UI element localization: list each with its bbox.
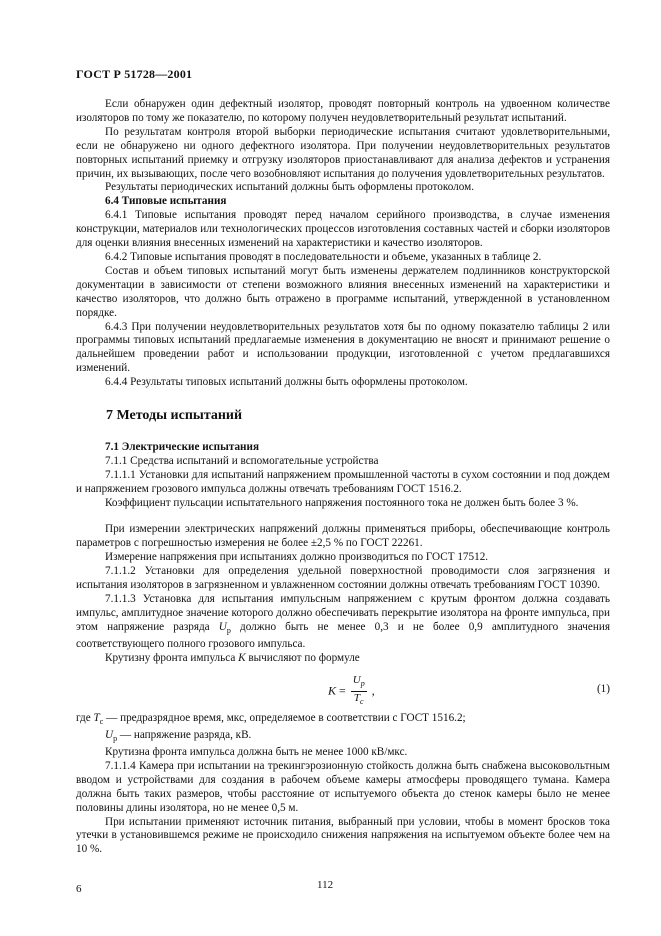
symbol-k: K xyxy=(328,683,337,698)
paragraph-6-4-3: 6.4.3 При получении неудовлетворительных результатов хотя бы по одному показателю таблицы 2 или программы типовых испытаний предлагаемые изменения в документацию не вносят и принимают решение о дальнейшем проведении работ и использовании продукции, изготовленной с учетом предлагавшихся изменений. xyxy=(76,320,610,375)
subscript: р xyxy=(113,734,118,744)
text-run: Крутизну фронта импульса xyxy=(105,651,236,664)
fraction-numerator xyxy=(351,674,367,692)
text-run: где xyxy=(76,711,91,724)
paragraph: По результатам контроля второй выборки периодические испытания считают удовлетворительными, если не обнаружено ни одного дефектного изолятора. При получении неудовлетворительных результатов повторных испытаний приемку и отгрузку изоляторов приостанавливают для анализа дефектов и устранения причин, их вызывающих, после чего возобновляют испытания до получения удовлетворительных результатов. xyxy=(76,125,610,180)
symbol-k: K xyxy=(238,651,246,664)
symbol-u: U xyxy=(105,728,114,741)
paragraph: Если обнаружен один дефектный изолятор, проводят повторный контроль на удвоенном количестве изоляторов по тому же показателю, по которому получен неудовлетворительный результат испытаний. xyxy=(76,98,610,124)
paragraph-7-1-1-1: 7.1.1.1 Установки для испытаний напряжением промышленной частоты в сухом состоянии и под дождем и напряжением грозового импульса должны отвечать требованиям ГОСТ 1516.2. xyxy=(76,468,610,495)
text-run: 7.1.1.3 Установка для испытания импульсным напряжением с крутым фронтом должна создавать импульс, амплитудное значение которого должно обеспечивать перекрытие изолятора на фронте импульса, при этом напряжение разряда xyxy=(76,593,610,633)
equals-sign: = xyxy=(339,683,346,698)
paragraph: Коэффициент пульсации испытательного напряжения постоянного тока не должен быть более 3 %. xyxy=(105,496,579,509)
formula-legend xyxy=(76,712,610,746)
paragraph-6-4-4: 6.4.4 Результаты типовых испытаний должны быть оформлены протоколом. xyxy=(105,376,468,389)
formula-1 xyxy=(76,668,610,712)
section-heading-7: 7 Методы испытаний xyxy=(106,408,243,424)
paragraph: При измерении электрических напряжений должны применяться приборы, обеспечивающие контроль параметров с погрешностью измерения не более ±2,5 % по ГОСТ 22261. xyxy=(76,523,610,550)
paragraph: Измерение напряжения при испытаниях должно производиться по ГОСТ 17512. xyxy=(105,551,489,564)
formula-expression xyxy=(328,674,375,709)
formula-number: (1) xyxy=(596,682,610,695)
page-number: 6 xyxy=(76,883,82,895)
standard-header: ГОСТ Р 51728—2001 xyxy=(76,67,193,81)
subscript: р xyxy=(226,626,231,636)
paragraph: Результаты периодических испытаний должны быть оформлены протоколом. xyxy=(105,181,475,194)
symbol-u: U xyxy=(352,673,361,686)
comma: , xyxy=(371,683,375,698)
paragraph-7-1-1-4: 7.1.1.4 Камера при испытании на трекингэрозионную стойкость должна быть снабжена высоковольтным вводом и устройствами для создания в рабочем объеме камеры атмосферы проводящего тумана. Камера должна быть таких размеров, чтобы расстояние от испытуемого объекта до стенок камеры было не менее половины длины изолятора, но не менее 0,5 м. xyxy=(76,759,610,814)
paragraph-7-1-1-3 xyxy=(76,593,610,652)
fraction xyxy=(351,674,367,709)
text-run: должно быть не менее 0,3 и не более 0,9 амплитудного значения соответствующего полного грозового импульса. xyxy=(76,620,610,650)
subscript: р xyxy=(360,678,365,688)
text-run: — напряжение разряда, кВ. xyxy=(119,728,252,741)
fraction-denominator xyxy=(351,692,367,709)
paragraph xyxy=(76,652,610,666)
subscript: с xyxy=(360,697,364,707)
sheet-number: 112 xyxy=(317,879,334,891)
paragraph: Состав и объем типовых испытаний могут быть изменены держателем подлинников конструкторской документации в зависимости от степени возможного влияния внесенных изменений на характеристики и качество изоляторов, что должно быть отражено в программе испытаний, утвержденной в установленном порядке. xyxy=(76,264,610,319)
paragraph-7-1-1-2: 7.1.1.2 Установки для определения удельной поверхностной проводимости слоя загрязнения и испытания изоляторов в загрязненном и увлажненном состоянии должны отвечать требованиям ГОСТ 10390. xyxy=(76,565,610,592)
symbol-u: U xyxy=(218,620,227,633)
section-heading-6-4: 6.4 Типовые испытания xyxy=(105,195,227,208)
paragraph: При испытании применяют источник питания, выбранный при условии, чтобы в момент бросков тока утечки в установившемся режиме не происходило снижения напряжения на испытуемом объекте более чем на 10 %. xyxy=(76,815,610,856)
symbol-t: T xyxy=(353,691,361,704)
paragraph-7-1-1: 7.1.1 Средства испытаний и вспомогательные устройства xyxy=(105,454,379,467)
text-run: вычисляют по формуле xyxy=(248,651,360,664)
paragraph-6-4-2: 6.4.2 Типовые испытания проводят в последовательности и объеме, указанных в таблице 2. xyxy=(105,250,542,263)
paragraph: Крутизна фронта импульса должна быть не менее 1000 кВ/мкс. xyxy=(105,746,408,759)
document-body xyxy=(76,98,610,857)
text-run: — предразрядное время, мкс, определяемое в соответствии с ГОСТ 1516.2; xyxy=(106,711,466,724)
legend-line xyxy=(76,712,610,729)
section-heading-7-1: 7.1 Электрические испытания xyxy=(105,440,260,453)
paragraph-6-4-1: 6.4.1 Типовые испытания проводят перед началом серийного производства, в случае изменения конструкции, материалов или технологических процессов изготовления составных частей и сборки изоляторов для оценки влияния внесенных изменений на характеристики и качество изоляторов. xyxy=(76,209,610,250)
subscript: с xyxy=(99,717,104,726)
symbol-t: T xyxy=(93,711,100,724)
legend-line xyxy=(76,729,610,746)
